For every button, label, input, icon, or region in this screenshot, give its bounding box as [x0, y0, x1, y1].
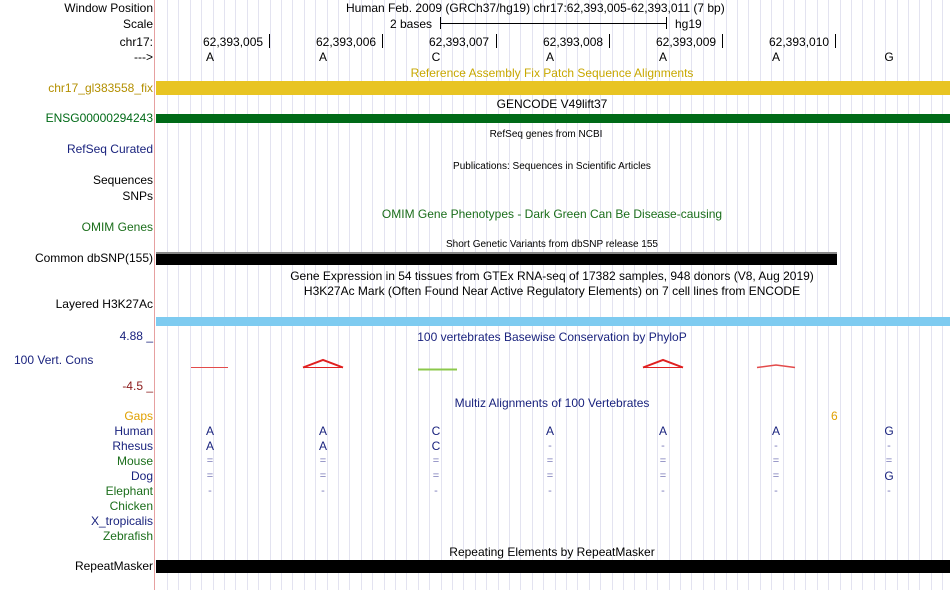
alignment-base: = [772, 455, 780, 467]
refseq-label[interactable]: RefSeq Curated [66, 142, 153, 156]
alignment-base: = [546, 470, 554, 482]
fix-patch-title: Reference Assembly Fix Patch Sequence Alignments [410, 66, 694, 80]
scale-label: Scale [122, 17, 153, 31]
species-label[interactable]: Human [114, 424, 153, 438]
h3k27ac-label[interactable]: Layered H3K27Ac [55, 297, 153, 311]
gtex-title: Gene Expression in 54 tissues from GTEx RNA-seq of 17382 samples, 948 donors (V8, Aug 2019) [290, 269, 814, 283]
alignment-base: - [208, 485, 212, 497]
refseq-title: RefSeq genes from NCBI [489, 129, 603, 140]
reference-base: A [771, 50, 780, 64]
coord-label: 62,393,006 [316, 35, 377, 49]
multiz-gaps-label: Gaps [124, 409, 153, 423]
alignment-base: G [884, 469, 894, 483]
alignment-base: A [205, 439, 214, 453]
phylop-title: 100 vertebrates Basewise Conservation by PhyloP [417, 330, 687, 344]
gencode-title: GENCODE V49lift37 [496, 97, 608, 111]
alignment-base: = [659, 455, 667, 467]
species-label[interactable]: Mouse [116, 454, 153, 468]
assembly-label: hg19 [675, 17, 702, 31]
alignment-base: A [658, 424, 667, 438]
publications-title: Publications: Sequences in Scientific Articles [453, 161, 651, 172]
multiz-gaps-value: 6 [831, 409, 838, 423]
fix-patch-label[interactable]: chr17_gl383558_fix [48, 81, 153, 95]
coord-label: 62,393,005 [203, 35, 264, 49]
alignment-base: = [432, 470, 440, 482]
species-label[interactable]: Dog [130, 469, 153, 483]
alignment-base: = [885, 455, 893, 467]
dbsnp-label[interactable]: Common dbSNP(155) [34, 251, 153, 265]
phylop-label[interactable]: 100 Vert. Cons [14, 353, 94, 367]
alignment-base: A [545, 424, 554, 438]
strand-arrow-label: ---> [134, 50, 153, 64]
reference-base: A [658, 50, 667, 64]
omim-title: OMIM Gene Phenotypes - Dark Green Can Be Disease-causing [381, 207, 723, 221]
alignment-base: A [771, 424, 780, 438]
alignment-base: A [318, 439, 327, 453]
publications-sequences-label[interactable]: Sequences [92, 173, 153, 187]
reference-base: A [545, 50, 554, 64]
window-position-label: Window Position [64, 1, 153, 15]
alignment-base: - [887, 440, 891, 452]
alignment-base: = [319, 455, 327, 467]
gencode-gene-label[interactable]: ENSG00000294243 [45, 111, 153, 125]
alignment-base: - [661, 485, 665, 497]
species-label[interactable]: Chicken [109, 499, 153, 513]
h3k27ac-title: H3K27Ac Mark (Often Found Near Active Regulatory Elements) on 7 cell lines from ENCODE [303, 284, 801, 298]
repeatmasker-bar[interactable] [156, 560, 950, 573]
alignment-base: = [772, 470, 780, 482]
alignment-base: = [206, 455, 214, 467]
alignment-base: - [661, 440, 665, 452]
repeatmasker-title: Repeating Elements by RepeatMasker [449, 545, 655, 559]
reference-base: A [318, 50, 327, 64]
alignment-base: - [887, 485, 891, 497]
alignment-base: - [548, 440, 552, 452]
alignment-base: - [548, 485, 552, 497]
alignment-base: = [659, 470, 667, 482]
coord-label: 62,393,010 [769, 35, 830, 49]
species-label[interactable]: Rhesus [112, 439, 153, 453]
alignment-base: = [206, 470, 214, 482]
phylop-peak [757, 365, 795, 368]
phylop-peak [303, 360, 343, 368]
repeatmasker-label[interactable]: RepeatMasker [74, 559, 153, 573]
reference-base: C [431, 50, 441, 64]
dbsnp-title: Short Genetic Variants from dbSNP release 155 [446, 239, 658, 250]
alignment-base: - [774, 440, 778, 452]
alignment-base: - [434, 485, 438, 497]
omim-label[interactable]: OMIM Genes [81, 220, 153, 234]
alignment-base: A [205, 424, 214, 438]
alignment-base: - [774, 485, 778, 497]
phylop-max-label: 4.88 _ [119, 329, 153, 343]
window-position-title[interactable]: Human Feb. 2009 (GRCh37/hg19) chr17:62,393,005-62,393,011 (7 bp) [346, 1, 725, 15]
alignment-base: = [546, 455, 554, 467]
species-label[interactable]: Zebrafish [102, 529, 153, 543]
coord-label: 62,393,007 [429, 35, 490, 49]
publications-snps-label[interactable]: SNPs [122, 189, 153, 203]
alignment-base: = [319, 470, 327, 482]
phylop-min-label: -4.5 _ [122, 379, 153, 393]
alignment-base: A [318, 424, 327, 438]
alignment-base: = [432, 455, 440, 467]
alignment-base: G [884, 424, 894, 438]
alignment-base: C [431, 424, 441, 438]
multiz-title: Multiz Alignments of 100 Vertebrates [454, 396, 650, 410]
species-label[interactable]: Elephant [105, 484, 153, 498]
reference-base: G [884, 50, 894, 64]
coord-label: 62,393,008 [543, 35, 604, 49]
species-label[interactable]: X_tropicalis [90, 514, 153, 528]
alignment-base: C [431, 439, 441, 453]
reference-base: A [205, 50, 214, 64]
chrom-label: chr17: [119, 35, 153, 49]
alignment-base: - [321, 485, 325, 497]
scale-value: 2 bases [390, 17, 433, 31]
coord-label: 62,393,009 [656, 35, 717, 49]
phylop-peak [643, 360, 683, 368]
